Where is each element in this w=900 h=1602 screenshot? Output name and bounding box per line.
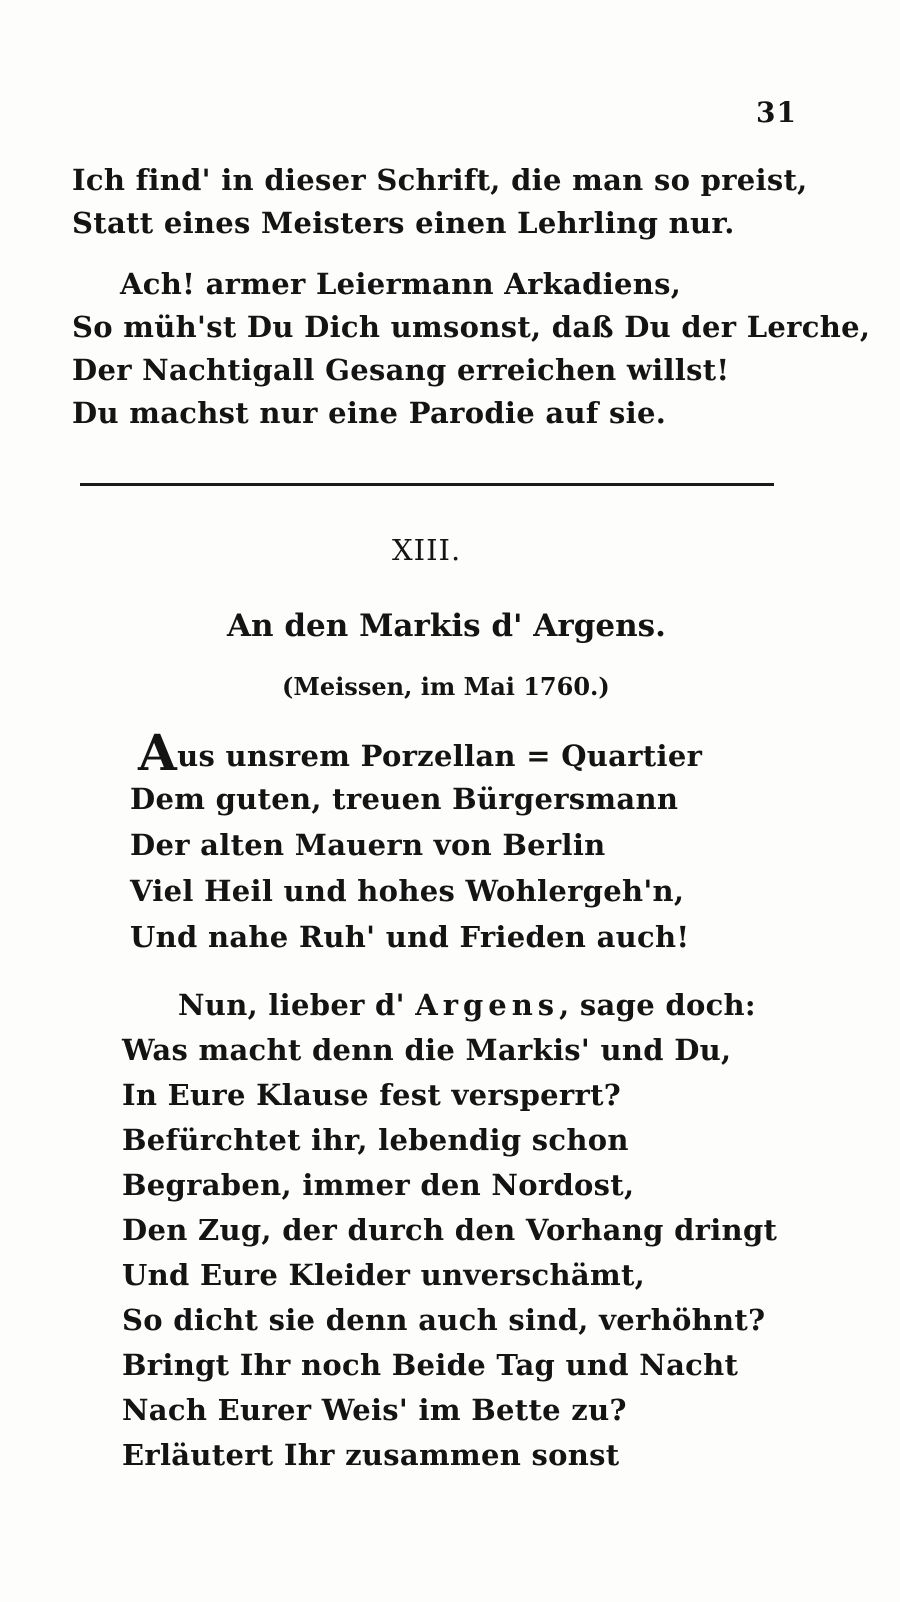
verse-line: Und Eure Kleider unverschämt, <box>122 1258 646 1292</box>
verse-text: Nun, lieber d' <box>178 988 416 1022</box>
poem-number: XIII. <box>392 533 462 567</box>
verse-line: So müh'st Du Dich umsonst, daß Du der Lerche, <box>72 310 871 344</box>
verse-line: Befürchtet ihr, lebendig schon <box>122 1123 629 1157</box>
poem-dateline: (Meissen, im Mai 1760.) <box>282 672 610 701</box>
poem-title: An den Markis d' Argens. <box>227 608 666 644</box>
verse-line: In Eure Klause fest versperrt? <box>122 1078 622 1112</box>
verse-line: Begraben, immer den Nordost, <box>122 1168 635 1202</box>
verse-line: So dicht sie denn auch sind, verhöhnt? <box>122 1303 766 1337</box>
verse-line: Viel Heil und hohes Wohlergeh'n, <box>130 874 685 908</box>
verse-line: Den Zug, der durch den Vorhang dringt <box>122 1213 778 1247</box>
verse-line: Ich find' in dieser Schrift, die man so preist, <box>72 163 808 197</box>
verse-line: Was macht denn die Markis' und Du, <box>122 1033 732 1067</box>
verse-line: Statt eines Meisters einen Lehrling nur. <box>72 206 735 240</box>
verse-line: Bringt Ihr noch Beide Tag und Nacht <box>122 1348 739 1382</box>
verse-line: Erläutert Ihr zusammen sonst <box>122 1438 620 1472</box>
verse-line: Dem guten, treuen Bürgersmann <box>130 782 679 816</box>
verse-line: Ach! armer Leiermann Arkadiens, <box>120 267 682 301</box>
verse-text: us unsrem Porzellan = Quartier <box>177 739 703 773</box>
verse-line: Der Nachtigall Gesang erreichen willst! <box>72 353 730 387</box>
section-divider <box>80 483 774 486</box>
verse-line-first <box>138 723 703 782</box>
page-number: 31 <box>756 96 797 129</box>
verse-line: Nach Eurer Weis' im Bette zu? <box>122 1393 627 1427</box>
verse-name-spaced: Argens <box>415 988 560 1022</box>
verse-text: , sage doch: <box>559 988 756 1022</box>
verse-line: Der alten Mauern von Berlin <box>130 828 606 862</box>
verse-line-first <box>178 985 756 1025</box>
drop-initial: A <box>138 723 178 782</box>
verse-line: Du machst nur eine Parodie auf sie. <box>72 396 667 430</box>
verse-line: Und nahe Ruh' und Frieden auch! <box>130 920 690 954</box>
